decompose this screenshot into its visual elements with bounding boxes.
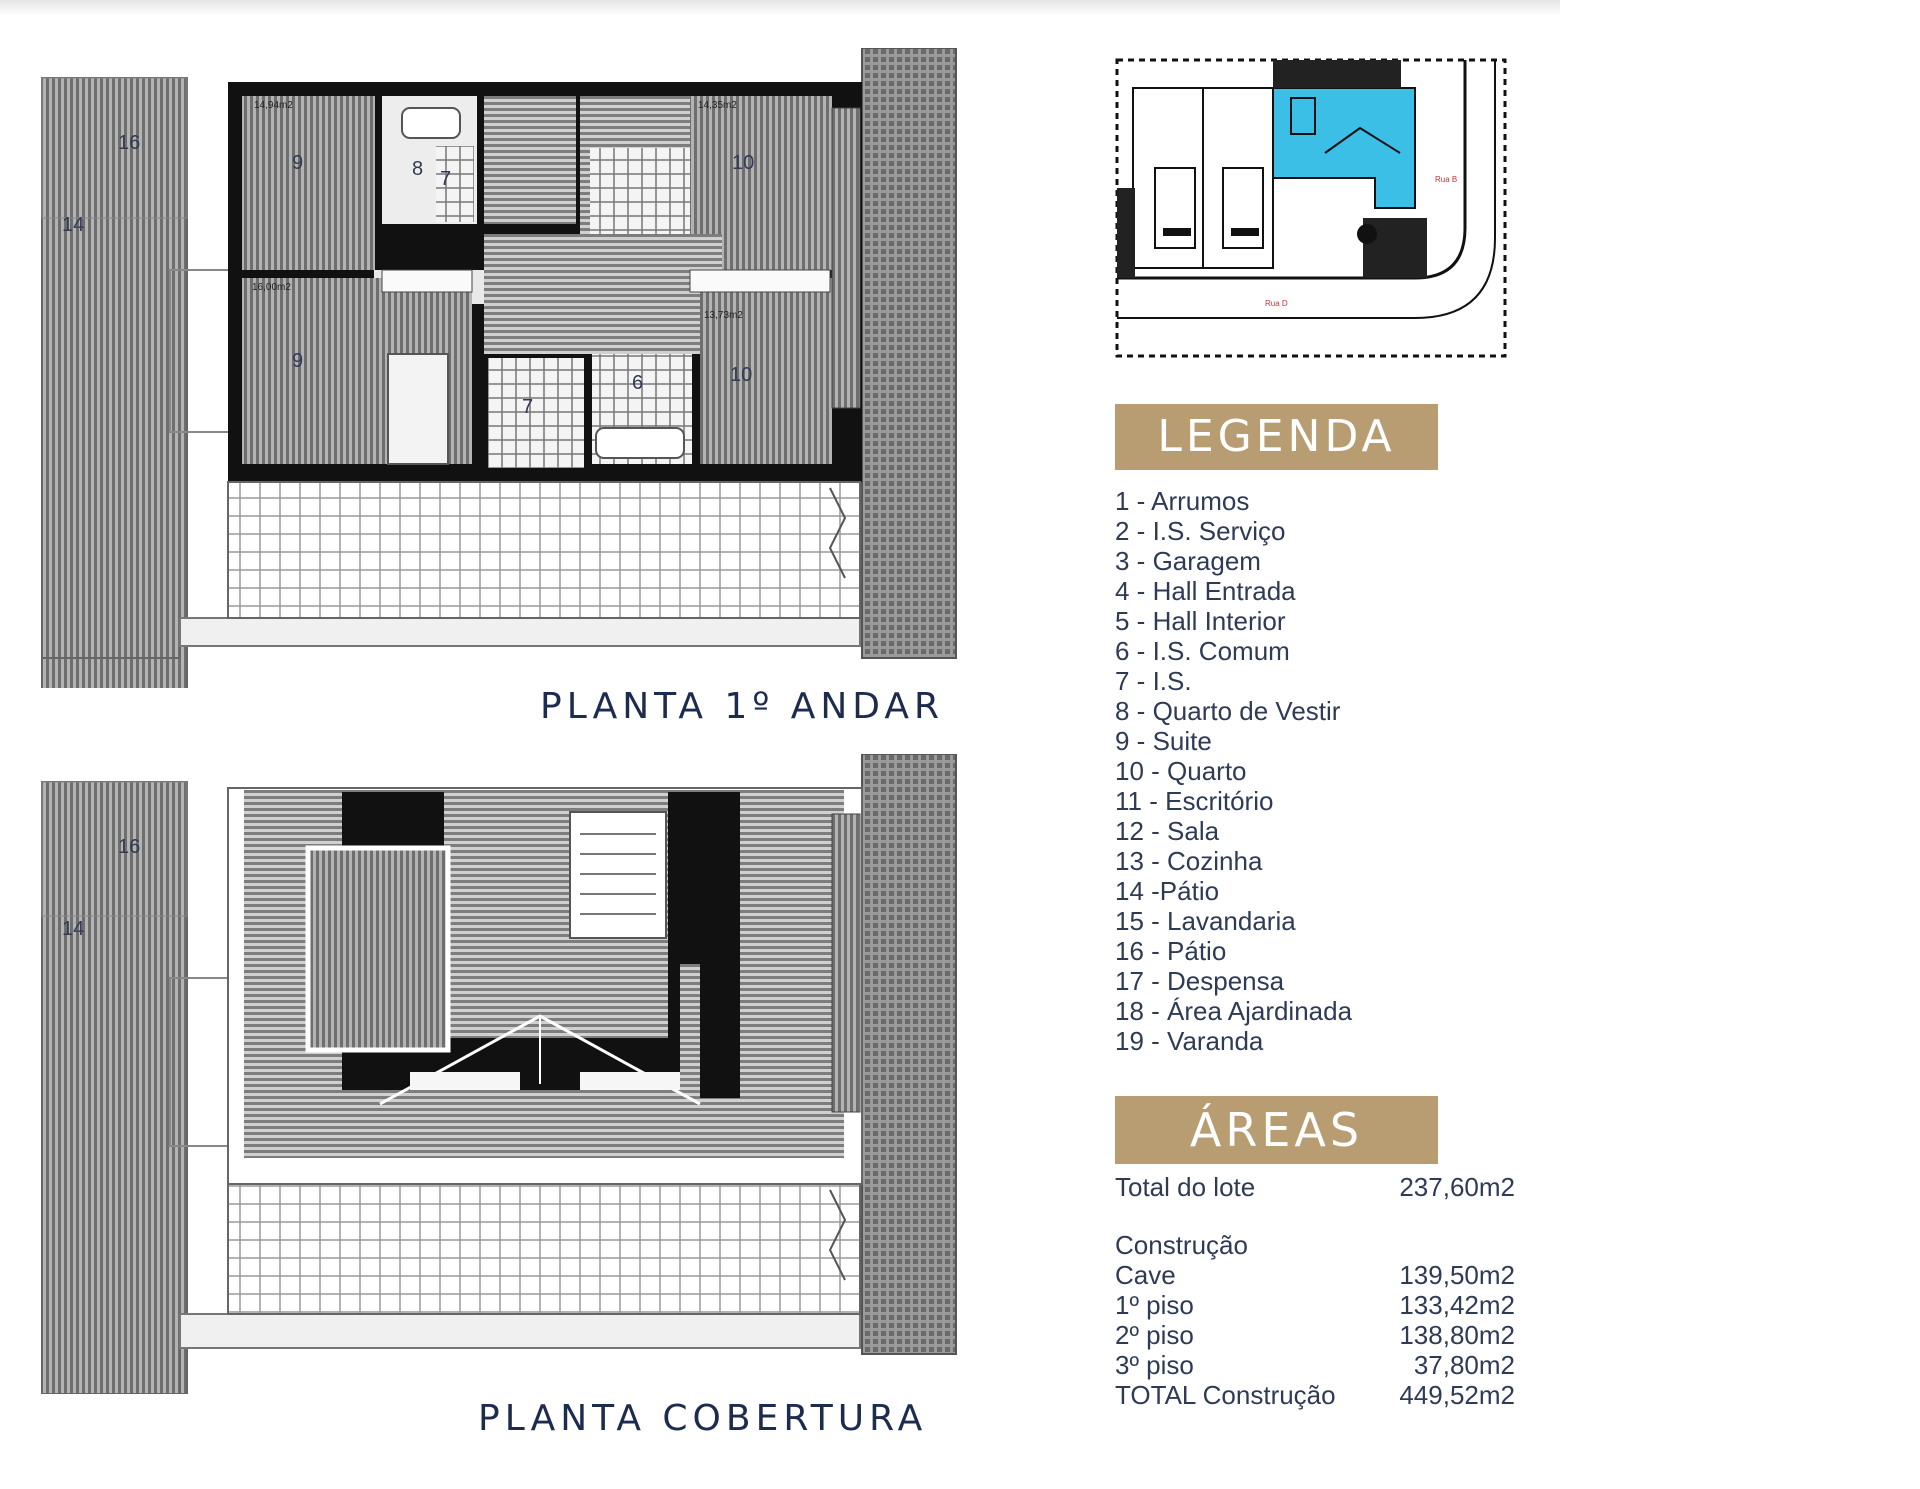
area-value: 138,80m2 — [1399, 1320, 1515, 1350]
legend-item: 17 - Despensa — [1115, 966, 1285, 996]
area-label: TOTAL Construção — [1115, 1380, 1336, 1410]
room-label: 10 — [730, 364, 753, 386]
legend-item: 15 - Lavandaria — [1115, 906, 1296, 936]
area-label: Total do lote — [1115, 1172, 1256, 1202]
legend-item: 11 - Escritório — [1115, 786, 1274, 816]
legend-item: 4 - Hall Entrada — [1115, 576, 1296, 606]
legend-item: 14 -Pátio — [1115, 876, 1220, 906]
room-label: 9 — [292, 350, 304, 372]
room-label: 8 — [412, 158, 424, 180]
legend-item: 19 - Varanda — [1115, 1026, 1264, 1056]
area-value: 133,42m2 — [1399, 1290, 1515, 1320]
roof-drawing — [40, 754, 960, 1394]
legend-item: 13 - Cozinha — [1115, 846, 1263, 876]
room-label: 10 — [732, 152, 755, 174]
areas-title-banner: ÁREAS — [1115, 1096, 1438, 1164]
area-label: 3º piso — [1115, 1350, 1194, 1380]
legend-item: 2 - I.S. Serviço — [1115, 516, 1286, 546]
top-gradient-bar — [0, 0, 1560, 16]
area-spacer — [1115, 1202, 1515, 1230]
roof-plan — [40, 754, 960, 1394]
legend-item: 9 - Suite — [1115, 726, 1212, 756]
first-floor-drawing — [40, 48, 960, 688]
room-label: 14 — [62, 214, 85, 236]
legend-item: 18 - Área Ajardinada — [1115, 996, 1353, 1026]
area-row — [1115, 1290, 1515, 1320]
room-area-label: 13,73m2 — [704, 310, 743, 321]
area-label: 2º piso — [1115, 1320, 1194, 1350]
room-label: 16 — [118, 836, 141, 858]
construction-heading — [1115, 1230, 1515, 1260]
area-label: Cave — [1115, 1260, 1176, 1290]
first-floor-plan — [40, 48, 960, 688]
site-location-plan — [1115, 58, 1509, 360]
room-label: 6 — [632, 372, 644, 394]
areas-table — [1115, 1172, 1515, 1410]
legend-item: 5 - Hall Interior — [1115, 606, 1286, 636]
area-row — [1115, 1260, 1515, 1290]
area-row — [1115, 1350, 1515, 1380]
room-label: 14 — [62, 918, 85, 940]
street-label: Rua B — [1435, 175, 1458, 184]
legend-item: 7 - I.S. — [1115, 666, 1192, 696]
area-row — [1115, 1320, 1515, 1350]
legend-title-banner: LEGENDA — [1115, 404, 1438, 470]
area-row-total — [1115, 1380, 1515, 1410]
legend-item: 10 - Quarto — [1115, 756, 1247, 786]
area-row-lot — [1115, 1172, 1515, 1202]
plan-title-roof: PLANTA COBERTURA — [478, 1398, 928, 1439]
room-label: 7 — [522, 396, 534, 418]
room-area-label: 14,35m2 — [698, 100, 737, 111]
area-value: 37,80m2 — [1413, 1350, 1515, 1380]
legend-item: 16 - Pátio — [1115, 936, 1227, 966]
room-area-label: 14,94m2 — [254, 100, 293, 111]
area-value: 139,50m2 — [1399, 1260, 1515, 1290]
site-plan-drawing — [1115, 58, 1509, 360]
area-value: 237,60m2 — [1399, 1172, 1515, 1202]
legend-item: 1 - Arrumos — [1115, 486, 1250, 516]
construction-heading-label: Construção — [1115, 1230, 1248, 1260]
street-label: Rua D — [1265, 299, 1288, 308]
legend-item: 3 - Garagem — [1115, 546, 1261, 576]
plan-title-first-floor: PLANTA 1º ANDAR — [540, 686, 945, 727]
area-label: 1º piso — [1115, 1290, 1194, 1320]
room-label: 9 — [292, 152, 304, 174]
room-label: 7 — [440, 168, 452, 190]
legend-item: 12 - Sala — [1115, 816, 1220, 846]
room-label: 16 — [118, 132, 141, 154]
legend-item: 8 - Quarto de Vestir — [1115, 696, 1341, 726]
room-area-label: 16,00m2 — [252, 282, 291, 293]
area-value: 449,52m2 — [1399, 1380, 1515, 1410]
legend-item: 6 - I.S. Comum — [1115, 636, 1290, 666]
legend-list — [1115, 486, 1352, 1056]
